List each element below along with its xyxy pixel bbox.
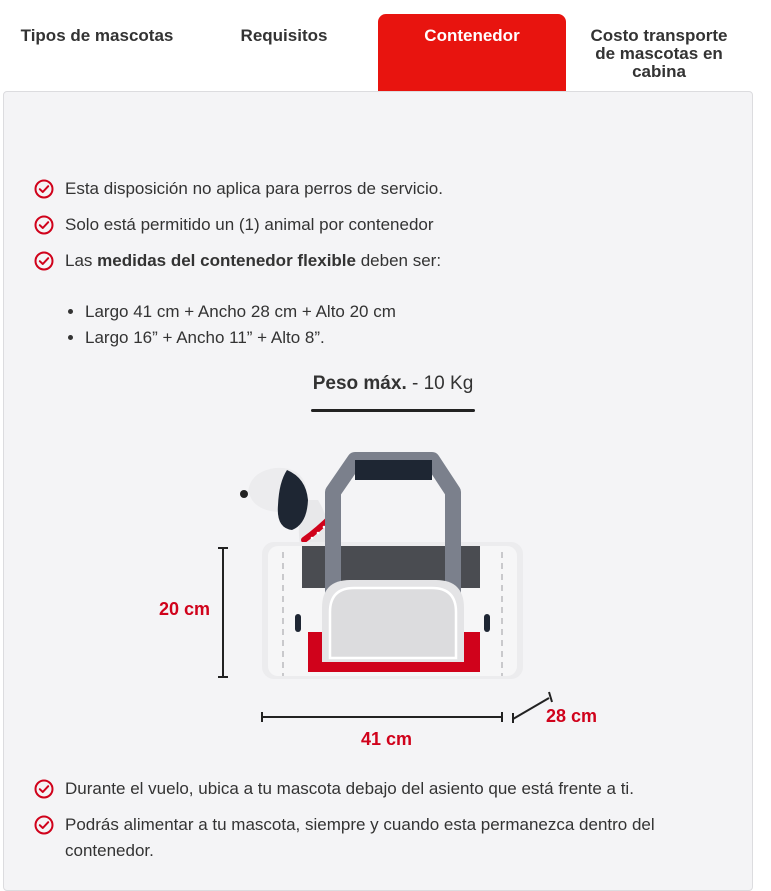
measures-list bbox=[63, 299, 396, 351]
text-bold: medidas del contenedor flexible bbox=[97, 251, 356, 270]
weight-underline bbox=[311, 409, 475, 412]
height-dimension-label: 20 cm bbox=[159, 599, 211, 619]
tab-bar bbox=[0, 0, 771, 92]
check-circle-icon bbox=[34, 251, 54, 271]
check-item-text: Durante el vuelo, ubica a tu mascota debajo del asiento que está frente a ti. bbox=[65, 779, 634, 798]
height-dimension-line bbox=[218, 548, 228, 677]
max-weight-value: - 10 Kg bbox=[406, 373, 474, 394]
check-item-medidas bbox=[34, 248, 441, 274]
text-suffix: deben ser: bbox=[355, 251, 442, 270]
length-dimension-line bbox=[262, 712, 502, 722]
check-circle-icon bbox=[34, 779, 54, 799]
tab-costo-transporte[interactable]: Costo transporte de mascotas en cabina bbox=[590, 26, 728, 81]
tab-tipos-de-mascotas[interactable]: Tipos de mascotas bbox=[20, 26, 174, 45]
text-prefix: Las bbox=[65, 251, 98, 270]
measure-item-inches: • Largo 16” + Ancho 11” + Alto 8”. bbox=[85, 325, 396, 351]
check-item-servicio bbox=[34, 176, 443, 202]
measure-item-cm: • Largo 41 cm + Ancho 28 cm + Alto 20 cm bbox=[85, 299, 396, 325]
dog-illustration bbox=[240, 468, 333, 545]
max-weight-label: Peso máx. bbox=[312, 373, 407, 394]
check-item-text: Podrás alimentar a tu mascota, siempre y cuando esta permanezca dentro del contenedor. bbox=[65, 815, 655, 860]
check-item-text: Solo está permitido un (1) animal por contenedor bbox=[65, 215, 434, 234]
max-weight bbox=[310, 373, 476, 395]
check-circle-icon bbox=[34, 179, 54, 199]
length-dimension-label: 41 cm bbox=[361, 729, 413, 749]
check-item-alimentar bbox=[34, 812, 714, 864]
check-circle-icon bbox=[34, 215, 54, 235]
tab-contenedor[interactable]: Contenedor bbox=[378, 14, 566, 92]
check-item-un-animal bbox=[34, 212, 434, 238]
width-dimension-label: 28 cm bbox=[546, 706, 598, 726]
check-item-text: Esta disposición no aplica para perros de servicio. bbox=[65, 179, 443, 198]
check-item-text bbox=[65, 248, 441, 274]
check-circle-icon bbox=[34, 815, 54, 835]
check-item-debajo-asiento bbox=[34, 776, 714, 802]
tab-requisitos[interactable]: Requisitos bbox=[240, 26, 328, 45]
